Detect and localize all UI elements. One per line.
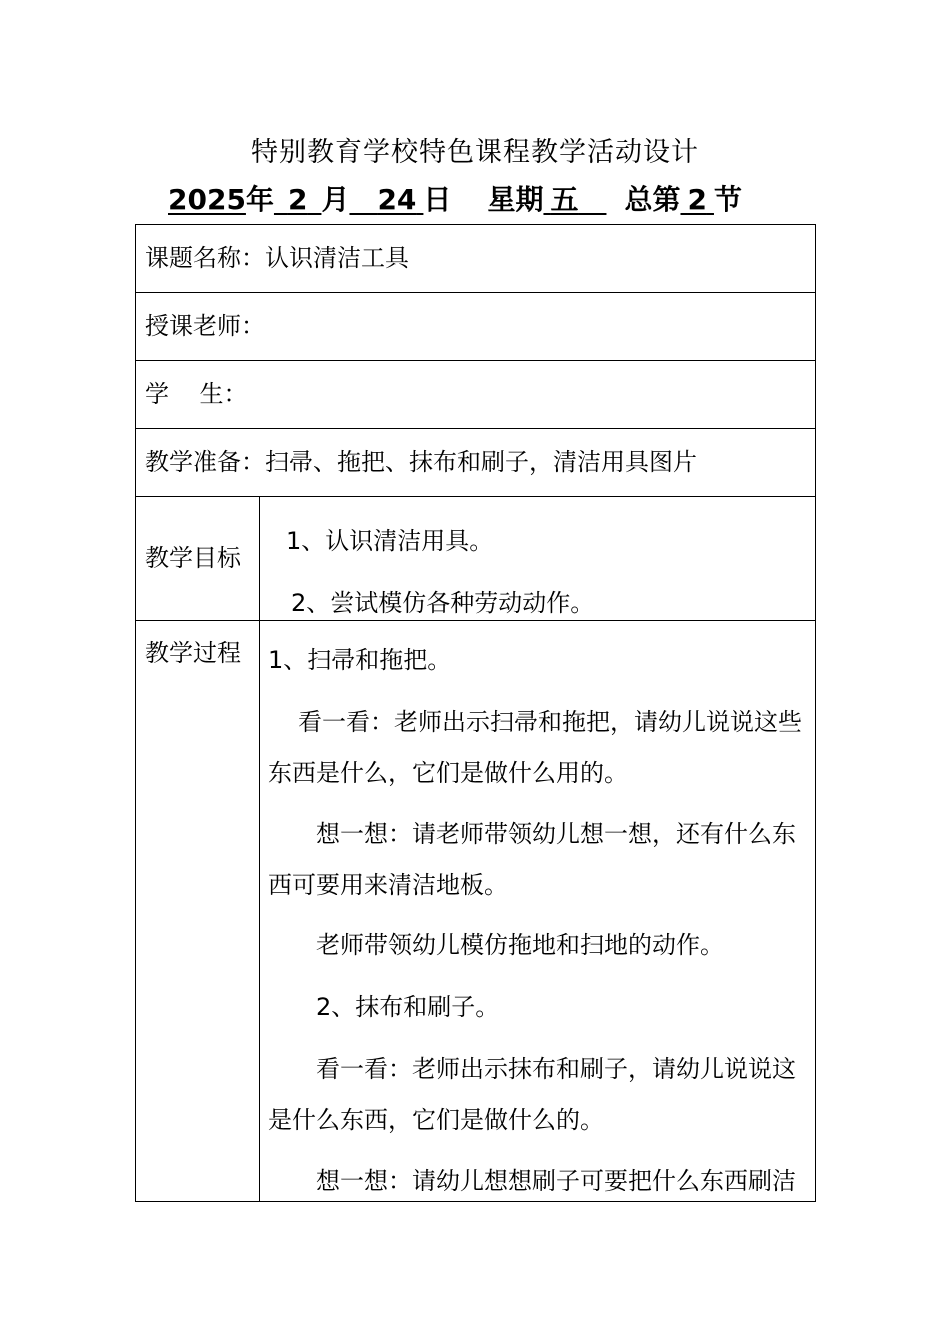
day-value: 24 (377, 183, 417, 216)
teacher-cell: 授课老师： (145, 312, 265, 340)
process-paragraph: 2、抹布和刷子。 (316, 993, 500, 1021)
month-value: 2 (287, 183, 308, 216)
session-label: 总第 (624, 183, 681, 216)
process-paragraph: 老师带领幼儿模仿拖地和扫地的动作。 (316, 931, 724, 959)
goals-label: 教学目标 (145, 544, 241, 572)
goal-item: 2、尝试模仿各种劳动动作。 (291, 589, 595, 617)
weekday-value: 五 (550, 183, 579, 216)
weekday-label: 星期 (487, 183, 544, 216)
goal-item: 1、认识清洁用具。 (286, 527, 494, 555)
session-value: 2 (687, 183, 707, 216)
month-unit: 月 (321, 183, 350, 216)
day-unit: 日 (423, 183, 452, 216)
process-paragraph: 1、扫帚和拖把。 (268, 646, 452, 674)
row-divider (136, 620, 815, 621)
process-paragraph: 想一想：请幼儿想想刷子可要把什么东西刷洁 (316, 1167, 796, 1195)
students-cell: 学 生： (145, 380, 248, 408)
process-label: 教学过程 (145, 639, 241, 667)
column-divider (259, 497, 260, 1201)
row-divider (136, 292, 815, 293)
preparation-cell: 教学准备：扫帚、拖把、抹布和刷子，清洁用具图片 (145, 448, 697, 476)
process-paragraph: 看一看：老师出示扫帚和拖把，请幼儿说说这些东西是什么，它们是做什么用的。 (268, 708, 802, 787)
session-unit: 节 (713, 183, 742, 216)
process-paragraph: 看一看：老师出示抹布和刷子，请幼儿说说这是什么东西，它们是做什么的。 (268, 1055, 796, 1134)
process-paragraph: 想一想：请老师带领幼儿想一想，还有什么东西可要用来清洁地板。 (268, 820, 796, 899)
row-divider (136, 496, 815, 497)
topic-cell: 课题名称：认识清洁工具 (145, 244, 409, 272)
lesson-table (135, 224, 816, 1202)
year-unit: 年 (245, 183, 274, 216)
year-value: 2025 (168, 183, 246, 216)
weekday-blank (543, 183, 606, 216)
session-blank (680, 183, 713, 216)
row-divider (136, 428, 815, 429)
date-line (168, 180, 788, 220)
month-blank (274, 183, 321, 216)
page-title: 特别教育学校特色课程教学活动设计 (251, 137, 699, 168)
row-divider (136, 360, 815, 361)
day-blank (349, 183, 423, 216)
